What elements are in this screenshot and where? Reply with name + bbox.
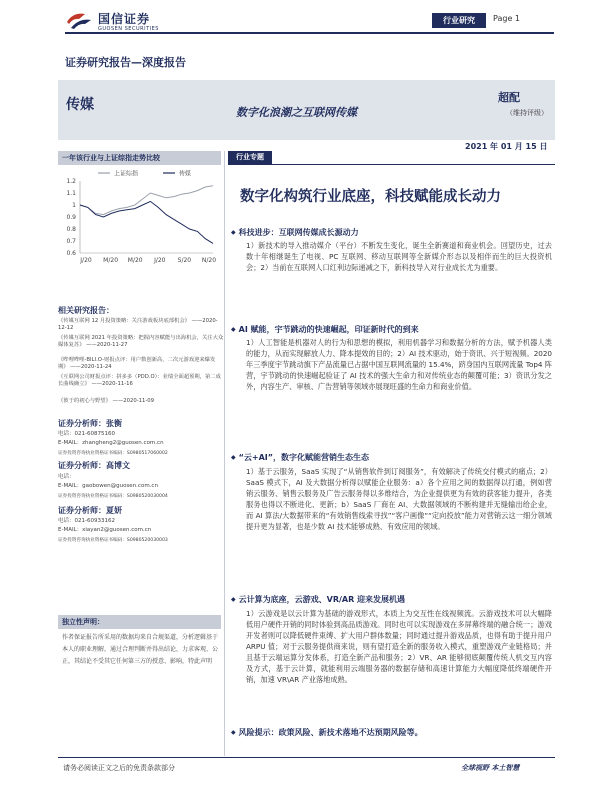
series-line bbox=[80, 186, 213, 215]
legend-label: 上证综指 bbox=[114, 170, 139, 178]
series-line bbox=[80, 201, 213, 243]
x-tick-label: M/20 bbox=[103, 257, 119, 264]
y-tick-label: 0.9 bbox=[66, 214, 76, 221]
section-heading: ◆ 科技进步：互联网传媒成长源动力 bbox=[231, 227, 359, 238]
header-divider bbox=[65, 32, 554, 34]
y-tick-label: 1.2 bbox=[66, 178, 76, 185]
company-name-cn: 国信证券 bbox=[98, 12, 151, 26]
sector-name: 传媒 bbox=[66, 97, 94, 113]
footer-divider bbox=[58, 757, 555, 758]
section-body: 1）云游戏是以云计算为基础的游戏形式，本质上为交互性在线视频流。云游戏技术可以大幅降低用户硬件开销的同时体验到高品质游戏。同时也可以实现游戏在多屏幕终端的融合统一；游戏开发者则可以降低硬件束缚、扩大用户群体数量；同时通过提升游戏品质，也得有助于提升用户 ARPU 值；对于云服务提供商来说，则有望打造全新的服务收入模式，重塑游戏产业链格局；并且基于云端运算分发体系，打造全新产品和服务；2）VR、AR 能够彻底颠覆传统人机交互内容及方式，基于云计算，就能利用云端服务器的数据存储和高速计算能力大幅度降低终端硬件开销，加速 VR\AR 产业落地成熟。 bbox=[246, 609, 552, 684]
y-tick-label: 0.8 bbox=[66, 226, 76, 233]
performance-chart bbox=[58, 167, 221, 270]
headline: 数字化构筑行业底座，科技赋能成长动力 bbox=[240, 189, 501, 205]
x-tick-label: S/20 bbox=[177, 257, 192, 264]
analyst-phone: 电话： bbox=[58, 474, 75, 480]
report-title: 数字化浪潮之互联网传媒 bbox=[236, 106, 357, 119]
risk-warning: ◆ 风险提示：政策风险、新技术落地不达预期风险等。 bbox=[231, 727, 423, 738]
related-report-item: 《互联网公司财报点评：拼多多（PDD.O）：业绩全面超预期，第二成长曲线确立》 ——2020-11-16 bbox=[58, 374, 221, 387]
analyst-name: 证券分析师：高博文 bbox=[58, 461, 130, 470]
section-body: 1）新技术的导入推动媒介（平台）不断发生变化，诞生全新赛道和商业机会。回望历史，过去数十年相继诞生了电视、PC 互联网、移动互联网等全新媒介形态以及相伴而生的巨大投资机会；2）当前在互联网人口红利边际递减之下，新科技导入对行业成长尤为重要。 bbox=[246, 241, 552, 272]
analyst-phone: 电话：021-60933162 bbox=[58, 518, 115, 524]
section-body: 1）基于云服务，SaaS 实现了“从销售软件到订阅服务”，有效解决了传统交付模式的痛点；2）SaaS 模式下，AI 及大数据分析得以赋能企业服务：a）各个应用之间的数据得以打通，例如营销云服务、销售云服务及广告云服务得以多维结合，为企业提供更为有效的获客能力提升，各类服务也得以不断进化、更新；b）SaaS 厂商在 AI、大数据领域的不断构建并无缝输出给企业，而 AI 算法/大数据带来的“有效销售线索寻找”“客户画像”“定向投放”能力对营销云这一细分领域提升更为显著，也是少数 AI 技术能够成熟、有效应用的领域。 bbox=[246, 467, 552, 531]
report-category-tag: 行业研究 bbox=[432, 13, 486, 28]
disclaimer-heading: 独立性声明： bbox=[58, 615, 221, 629]
analyst-name: 证券分析师：夏妍 bbox=[58, 506, 122, 515]
topic-tag-underline bbox=[228, 164, 555, 165]
column-divider bbox=[224, 151, 225, 756]
document-type: 证券研究报告—深度报告 bbox=[65, 56, 186, 69]
related-reports-heading: 相关研究报告： bbox=[58, 306, 114, 315]
y-tick-label: 1 bbox=[72, 202, 76, 209]
page-number: Page 1 bbox=[493, 14, 520, 23]
guosen-logo-icon bbox=[65, 10, 93, 32]
section-heading: ◆ 云计算为底座，云游戏、VR/AR 迎来发展机遇 bbox=[231, 594, 405, 605]
section-heading: ◆ “云+AI”，数字化赋能营销生态生态 bbox=[231, 452, 369, 463]
rating: 超配 bbox=[498, 91, 520, 104]
analyst-email[interactable]: E-MAIL：zhangheng2@guosen.com.cn bbox=[58, 440, 164, 446]
y-tick-label: 1.1 bbox=[66, 190, 76, 197]
analyst-email[interactable]: E-MAIL：xiayan2@guosen.com.cn bbox=[58, 527, 152, 533]
legend-label: 传媒 bbox=[179, 170, 192, 178]
x-tick-label: N/20 bbox=[201, 257, 217, 264]
company-name-en: GUOSEN SECURITIES bbox=[98, 26, 159, 32]
y-tick-label: 0.6 bbox=[66, 250, 76, 257]
x-tick-label: M/20 bbox=[127, 257, 143, 264]
analyst-phone: 电话：021-60875160 bbox=[58, 431, 115, 437]
y-tick-label: 0.7 bbox=[66, 238, 76, 245]
performance-chart-title: 一年该行业与上证综指走势比较 bbox=[58, 151, 221, 165]
analyst-email[interactable]: E-MAIL：gaobowen@guosen.com.cn bbox=[58, 483, 158, 489]
report-date: 2021 年 01 月 15 日 bbox=[465, 142, 548, 151]
rating-note: （维持评级） bbox=[506, 109, 548, 117]
x-tick-label: J/20 bbox=[154, 257, 166, 264]
related-report-item: 《传媒互联网 2021 年投资策略：把握内容赋能与出海机会，关注大众媒体复苏》 ——2020-11-27 bbox=[58, 335, 224, 348]
disclaimer-text: 作者保证报告所采用的数据均来自合规渠道，分析逻辑基于本人的职业理解，通过合理判断并得出结论，力求客观、公正，其结论不受其它任何第三方的授意、影响，特此声明 bbox=[62, 634, 219, 665]
analyst-name: 证券分析师：张衡 bbox=[58, 419, 122, 428]
analyst-cert: 证券投资咨询执业资格证书编码：S0980520030004 bbox=[58, 494, 168, 499]
footer-slogan: 全球视野 本土智慧 bbox=[461, 764, 520, 772]
related-report-item: 《传媒互联网 12 月投资策略：关注游戏板块底部机会》 ——2020-12-12 bbox=[58, 318, 218, 331]
section-heading: ◆ AI 赋能，宇节跳动的快速崛起，印证新时代的到来 bbox=[231, 324, 419, 335]
x-tick-label: J/20 bbox=[80, 257, 92, 264]
footer-disclaimer-note: 请务必阅读正文之后的免责条款部分 bbox=[63, 764, 175, 772]
analyst-cert: 证券投资咨询执业资格证书编码：S0980517060002 bbox=[58, 451, 168, 456]
related-report-item: 《哔哩哔哩-BILI.O-财报点评：用户数创新高，二次元游戏迎来爆发期》 ——2020-11-24 bbox=[58, 357, 216, 370]
topic-tag: 行业专题 bbox=[228, 151, 272, 164]
analyst-cert: 证券投资咨询执业资格证书编码：S0980520030003 bbox=[58, 538, 168, 543]
section-body: 1）人工智能是机器对人的行为和思想的模拟，利用机器学习和数据分析的方法，赋予机器人类的能力，从而实现解放人力、降本提效的目的；2）AI 技术驱动，始于资讯、兴于短视频。2020 年三季度宇节跳动旗下产品流量已占据中国互联网流量的 15.4%，跻身国内互联网流量 Top4 阵营，宇节跳动的快速崛起验证了 AI 技术的强大生命力和对传统业态的颠覆可能；3）资讯分发之外，内容生产、审核、广告营销等领域亦展现旺盛的生命力和商业价值。 bbox=[246, 338, 552, 391]
related-report-item: 《彼于的初心与野望》 ——2020-11-09 bbox=[58, 398, 155, 404]
